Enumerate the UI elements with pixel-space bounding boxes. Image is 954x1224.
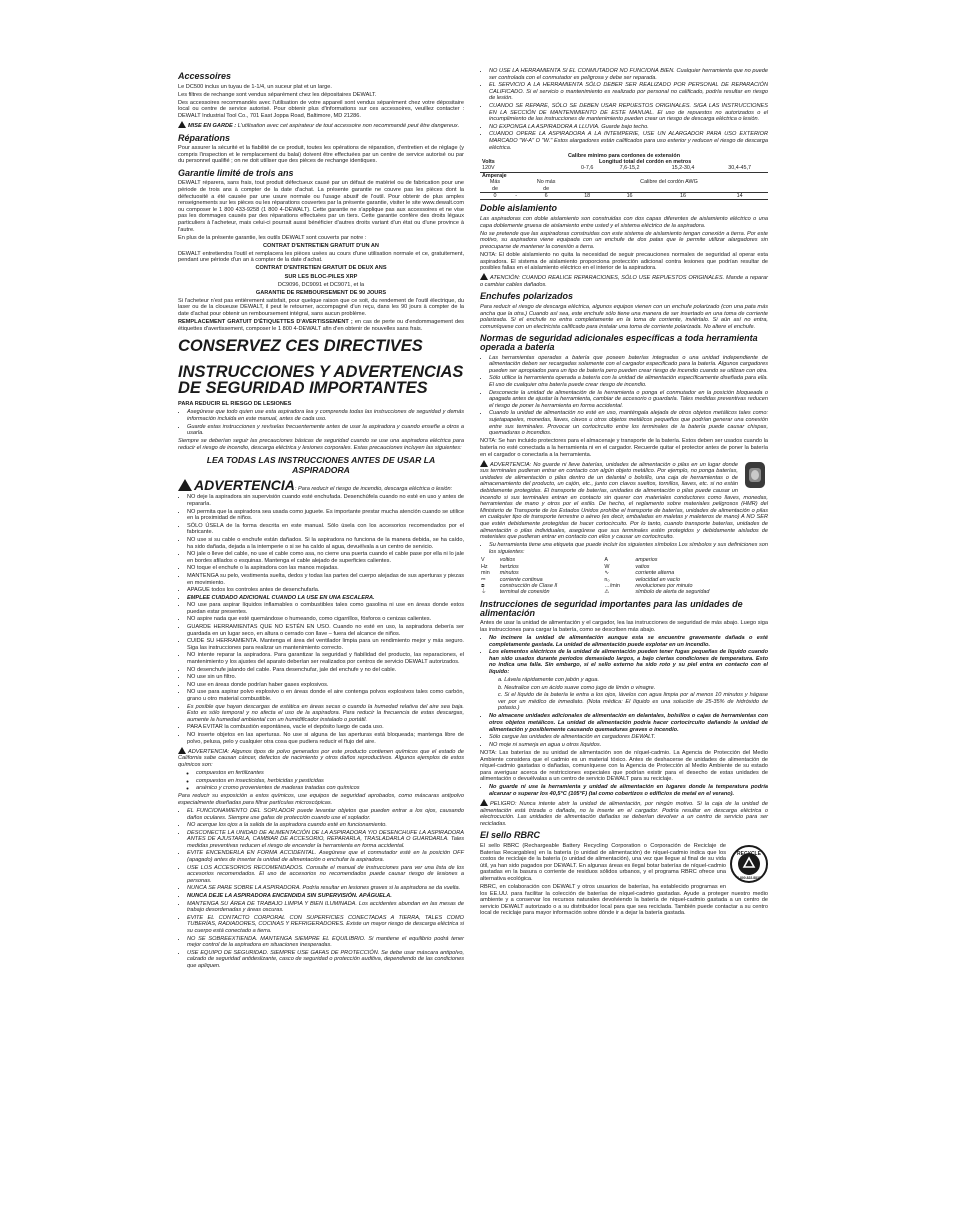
warning-triangle-icon — [480, 273, 488, 280]
doble-para-2: No se pretende que las aspiradoras construidas con este sistema de aislamiento tengan conexión a tierra. Por este motivo, su aspiradora viene equipada con un enchufe de dos patas que le permite utilizar alargadores sin preocuparse de mantener la conexión a tierra. — [480, 230, 768, 250]
pack-list-b — [480, 713, 768, 748]
left-column — [178, 68, 464, 971]
warning-item: • USE EQUIPO DE SEGURIDAD. SIEMPRE USE GAFAS DE PROTECCIÓN. Se debe usar máscara antipolvo, calzado de seguridad antideslizante, casco de seguridad o protección auditiva, dependiendo de las condiciones que apliquen. — [187, 950, 464, 970]
symbol-glyph: min — [481, 570, 490, 577]
battery-list — [480, 355, 768, 437]
cord-amperaje-label: Amperaje — [482, 172, 507, 179]
doble-heading: Doble aislamiento — [480, 203, 558, 214]
gar-para-1: DEWALT réparera, sans frais, tout produit défectueux causé par un défaut de matériel ou de fabrication pour une période de trois ans à compter de la date d'achat. La présente garantie ne couvre pas les pièces dont la défectuosité a été causée par une usure normale ou l'usage abusif de l'outil. Pour obtenir de plus amples renseignements sur les pièces ou les réparations couvertes par la présente garantie, visiter le site www.dewalt.com ou composer le 1 800 433-9258 (1 800 4-DEWALT). Cette garantie ne s'applique pas aux accessoires et ne vise pas les dommages causés par des réparations effectuées par un tiers. Cette garantie confère des droits légaux particuliers à l'acheteur, mais celui-ci pourrait aussi bénéficier d'autres droits variant d'un état ou d'une province à l'autre. — [178, 180, 464, 233]
warning-item: • NO EXPONGA LA ASPIRADORA A LLUVIA. Guarde bajo techo. — [489, 124, 768, 131]
seal-top-text: RECYCLE — [737, 850, 761, 857]
warning-item: • NO use para aspirar polvo explosivo o en áreas donde el aire contenga polvos explosivos tales como carbón, grano u otro material combustible. — [187, 689, 464, 702]
acc-para-2: Les filtres de rechange sont vendus séparément chez les dépositaires DEWALT. — [178, 91, 377, 98]
warning-item: • NO deje la aspiradora sin supervisión cuando esté enchufada. Desenchúfela cuando no esté en uso y antes de repararla. — [187, 494, 464, 507]
cord-gauge-cell: 14 — [711, 193, 768, 200]
chemicals-list — [178, 770, 464, 792]
warning-item: • EVITE ENCENDERLA EN FORMA ACCIDENTAL. Asegúrese que el conmutador esté en la posición OFF (apagado) antes de insertar la unidad de alimentación o enchufar la aspiradora. — [187, 850, 464, 863]
warning-list-1 — [178, 494, 464, 745]
battery-item: • Las herramientas operadas a batería que poseen baterías integradas o una unidad independiente de alimentación deben ser recargadas solamente con el cargador especificado para la batería. Algunos cargadores pueden ser apropiados para un tipo de batería pero pueden crear riesgo de incendio cuando se utilizan con otra. — [489, 355, 768, 375]
intro-item: • Guarde estas instrucciones y revíselas frecuentemente antes de usar la aspiradora y cuando enseñe a otros a usarla. — [187, 424, 464, 437]
right-column — [480, 68, 768, 919]
liquid-steps — [480, 677, 768, 712]
symbol-glyph: ⎓ — [481, 576, 486, 583]
pack-item: • No almacene unidades adicionales de alimentación en delantales, bolsillos o cajas de herramientas con otros objetos metálicos. La unidad de alimentación podría hacer cortocircuito dañando la unidad de alimentación y posiblemente causando quemaduras graves o incendio. — [489, 713, 768, 733]
cord-gauge-cell: 16 — [604, 193, 654, 200]
lea-todas-heading: LEA TODAS LAS INSTRUCCIONES ANTES DE USAR LA ASPIRADORA — [206, 455, 436, 475]
symbol-meaning: hertzios — [499, 563, 519, 570]
intro-item: • Asegúrese que todo quien use esta aspiradora lea y comprenda todas las instrucciones de seguridad y demás información incluida en este manual, antes de cada uso. — [187, 409, 464, 422]
gar-para-4: Si l'acheteur n'est pas entièrement satisfait, pour quelque raison que ce soit, du rendement de l'outil électrique, du laser ou de la cloueuse DEWALT, il peut le retourner, accompagné d'un reçu, dans les 90 jours à compter de la date d'achat pour obtenir un remboursement intégral, sans aucun problème. — [178, 297, 464, 318]
warning-list-2 — [178, 808, 464, 970]
symbol-glyph: ∿ — [604, 570, 609, 577]
doble-warning: ATENCIÓN: CUANDO REALICE REPARACIONES, SÓLO USE REPUESTOS ORIGINALES. Mande a reparar o cambiar cables dañados. — [480, 275, 768, 288]
advertencia-line: ADVERTENCIA: Para reducir el riesgo de incendio, descarga eléctrica o lesión: — [178, 479, 464, 493]
warning-item: • APAGUE todos los controles antes de desenchufarla. — [187, 587, 464, 594]
para-reducir: PARA REDUCIR EL RIESGO DE LESIONES — [178, 401, 292, 408]
main-title: INSTRUCCIONES Y ADVERTENCIAS DE SEGURIDAD IMPORTANTES — [178, 363, 464, 398]
symbol-meaning: voltios — [499, 557, 516, 564]
liquid-step: c. Si el líquido de la batería le entra a los ojos, lávelos con agua limpia por al menos 10 minutos y hágase ver por un médico de inmediato. (Nota médica: El líquido es una solución de 25-35% de hidróxido de potasio.) — [498, 692, 768, 712]
gar-contract-1: CONTRAT D'ENTRETIEN GRATUIT D'UN AN — [263, 242, 379, 249]
rep-para: Pour assurer la sécurité et la fiabilité de ce produit, toutes les opérations de réparation, d'entretien et de réglage (y compris l'inspection et le remplacement du balai) doivent être effectuées par un centre de service autorisé ou par du personnel qualifié ; on ne doit utiliser que des pièces de rechange identiques. — [178, 145, 464, 165]
advertencia-baterias: ADVERTENCIA: No guarde ni lleve baterías, unidades de alimentación o pilas en un lugar donde sus terminales pudieran entrar en contacto con algún objeto metálico. Por ejemplo, no ponga baterías, unidades de alimentación o pilas dentro de un delantal o bolsillo, una caja de herramientas o de almacenamiento del producto, un cajón, etc., junto con clavos sueltos, tornillos, llaves, etc. si no están debidamente protegidas. El transporte de baterías, unidades de alimentación o pilas puede causar un incendio si sus terminales entran en contacto sin querer con materiales conductores como llaves, monedas, herramientas de mano y otros por el estilo. De hecho, el reglamento sobre materiales peligrosos (HMR) del Ministerio de Transporte de los Estados Unidos prohíbe el transporte de baterías, unidades de alimentación o pilas en cualquier tipo de transporte terrestre o aéreo (es decir, embaladas en maletas y maleteros de mano) A NO SER que estén debidamente protegidas de hacer cortocircuito. Por lo tanto, cuando transporte baterías, unidades de alimentación o pilas individuales, asegúrese que sus terminales estén protegidos y debidamente aislados de materiales que pudieran entrar en contacto con ellos y causar un cortocircuito. — [480, 461, 768, 541]
chemical-item: ◦ arsénico y cromo provenientes de maderas tratadas con químicos — [196, 785, 464, 792]
battery-pack-icon — [742, 460, 768, 490]
cord-length-cell: 0-7,6 — [570, 165, 604, 172]
pack-item: • NO moje ni sumerja en agua u otros líquidos. — [489, 742, 768, 749]
warning-item: • PARA EVITAR la combustión espontánea, vacíe el depósito luego de cada uso. — [187, 724, 464, 731]
symbol-meaning: construcción de Clase II — [499, 583, 558, 590]
symbol-glyph: ⏚ — [481, 589, 487, 596]
chemical-item: ◦ compuestos en fertilizantes — [196, 770, 464, 777]
cord-length-cell: 7,6-15,2 — [604, 165, 654, 172]
symbol-meaning: amperios — [635, 557, 658, 564]
warning-item: • NO intente reparar la aspiradora. Para garantizar la seguridad y fiabilidad del producto, las reparaciones, el mantenimiento y los ajustes del aparato deberían ser realizados por centros de servicio DEWALT autorizados. — [187, 652, 464, 665]
warning-item: • GUARDE HERRAMIENTAS QUE NO ESTÉN EN USO. Cuando no esté en uso, la aspiradora debería ser guardada en un lugar seco, en altura o cerrado con llave – fuera del alcance de niños. — [187, 624, 464, 637]
pack-list-c — [480, 784, 768, 797]
enchufes-para: Para reducir el riesgo de descarga eléctrica, algunos equipos vienen con un enchufe polarizado (con una pata más ancha que la otra.) Cuando así sea, este enchufe sólo tiene una manera de ser insertado en una toma de corriente polarizada. Si el enchufe no entra completamente en la toma de corriente, inviértalo. Si aún así no entra, comuníquese con un electricista calificado para instalar una toma de corriente polarizada. No altere el enchufe. — [480, 303, 768, 330]
cord-mas: Más — [489, 179, 501, 186]
gar-contract-2b: SUR LES BLOC-PILES XRP — [284, 273, 358, 280]
advertencia-california: ADVERTENCIA: Algunos tipos de polvo generados por este producto contienen químicos que el estado de California sabe causan cáncer, defectos de nacimiento y otros daños reproductivos. Algunos ejemplos de estos químicos son: — [178, 748, 464, 768]
warning-item: • NO use en áreas donde podrían haber gases explosivos. — [187, 682, 464, 689]
accessoires-heading: Accessoires — [178, 71, 232, 81]
gar-contract-2c: DC9096, DC9091 et DC9071, et la — [277, 281, 365, 288]
pack-list-a — [480, 635, 768, 676]
warning-item: • DESCONECTE LA UNIDAD DE ALIMENTACIÓN DE LA ASPIRADORA Y/O DESENCHUFE LA ASPIRADORA ANTES DE AJUSTARLA, CAMBIAR DE ACCESORIO, REPARARLA, TRASLADARLA O GUARDARLA. Tales medidas preventivas reducen el riesgo de encender la herramienta en forma accidental. — [187, 830, 464, 850]
inst-para: Antes de usar la unidad de alimentación y el cargador, lea las instrucciones de seguridad de más abajo. Luego siga las instrucciones para cargar la batería, como se describen más abajo. — [480, 620, 768, 633]
cord-length-cell: 30,4-45,7 — [711, 165, 768, 172]
symbol-glyph: ⧈ — [481, 583, 485, 590]
warning-item: • SÓLO ÚSELA de la forma descrita en este manual. Sólo úsela con los accesorios recomendados por el fabricante. — [187, 523, 464, 536]
doble-para-1: Las aspiradoras con doble aislamiento son construidas con dos capas diferentes de aislamiento eléctrico o una capa doblemente gruesa de aislamiento entre usted y el sistema eléctrico de la aspiradora. — [480, 215, 768, 229]
cord-length-label: Longitud total del cordón en metros — [598, 159, 692, 166]
cord-de-2: de — [522, 186, 570, 193]
cord-length-cell: 15,2-30,4 — [655, 165, 712, 172]
warning-item: • NO USE LA HERRAMIENTA SI EL CONMUTADOR NO FUNCIONA BIEN. Cualquier herramienta que no puede ser controlada con el conmutador es peligrosa y debe ser reparada. — [489, 68, 768, 81]
battery-item: • Sólo utilice la herramienta operada a batería con la unidad de alimentación específicamente diseñada para ella. El uso de cualquier otra batería puede crear riesgo de incendio. — [489, 375, 768, 388]
sello-para-2: RBRC, en colaboración con DEWALT y otros usuarios de baterías, ha establecido programas en los EE.UU. para facilitar la colección de baterías de níquel-cadmio gastadas. Ayude a proteger nuestro medio ambiente y a conservar los recursos naturales devolviendo la batería de níquel-cadmio gastada a un centro de servicio DEWALT autorizado o a su distribuidor local para que sea reciclada. También puede contactar a su centro local de reciclaje para mayor información sobre dónde ir a dejar la batería gastada. — [480, 884, 768, 917]
warning-item: • EL SERVICIO A LA HERRAMIENTA SÓLO DEBER SER REALIZADO POR PERSONAL DE REPARACIÓN CALIFICADO. Si el servicio o mantenimiento es realizado por personal no calificado, podría resultar en riesgo de lesión. — [489, 82, 768, 102]
warning-item: • NO inserte objetos en las aperturas. No use si alguna de las aperturas está bloqueada; mantenga libre de polvo, pelusa, pelo y cualquier otra cosa que pudiera reducir el flujo del aire. — [187, 732, 464, 745]
battery-item: • Cuando la unidad de alimentación no esté en uso, manténgala alejada de otros objetos metálicos tales como: sujetapapeles, monedas, llaves, clavos u otros objetos metálicos pequeños que podrían generar una conexión entre sus terminales. Provocar un cortocircuito entre los terminales de la batería puede causar chispas, quemaduras o incendios. — [489, 410, 768, 436]
warning-list-3 — [480, 68, 768, 151]
gar-para-2: En plus de la présente garantie, les outils DEWALT sont couverts par notre : — [178, 234, 367, 241]
sello-heading: El sello RBRC — [480, 830, 541, 841]
enchufes-heading: Enchufes polarizados — [480, 291, 574, 302]
symbols-intro: • Su herramienta tiene una etiqueta que puede incluir los siguientes símbolos Los símbolos y sus definiciones son los siguientes: — [489, 542, 768, 555]
reparations-heading: Réparations — [178, 132, 231, 143]
acc-para-3: Des accessoires recommandés avec l'utilisation de votre appareil sont vendus séparément chez votre dépositaire local ou centre de service autorisé. Pour obtenir plus d'informations sur ces accessoires, veuillez contacter : DEWALT Industrial Tool Co., 701 East Joppa Road, Baltimore, MD 21286. — [178, 99, 464, 119]
pack-item: • Los elementos eléctricos de la unidad de alimentación pueden tener fugas pequeñas de líquido cuando han sido usados durante períodos demasiado largos, a bajo ciertas condiciones de temperatura. Esto no indica una falla. Sin embargo, si el sello externo ha sido roto y su piel entra en contacto con el líquido: — [489, 649, 768, 675]
symbol-meaning: revoluciones por minuto — [635, 583, 693, 590]
inst-heading: Instrucciones de seguridad importantes para las unidades de alimentación — [480, 598, 743, 619]
warning-triangle-icon — [178, 121, 186, 128]
peligro-para: PELIGRO: Nunca intente abrir la unidad de alimentación, por ningún motivo. Si la caja de la unidad de alimentación está trizada o dañada, no la inserte en el cargador. Podría resultar en descarga eléctrica o electrocución. Las unidades de alimentación dañadas se deberían devolver a un centro de servicio para ser recicladas. — [480, 801, 768, 827]
warning-item: • CUANDO SE REPARE, SÓLO SE DEBEN USAR REPUESTOS ORIGINALES. SIGA LAS INSTRUCCIONES EN LA SECCIÓN DE MANTENIMIENTO DE ESTE MANUAL. El uso de repuestos no autorizados o el incumplimiento de las instrucciones de mantenimiento pueden crear un riesgo de descarga eléctrica o lesión. — [489, 103, 768, 123]
garantie-heading: Garantie limité de trois ans — [178, 167, 294, 178]
pack-item: • No guarde ni use la herramienta y unidad de alimentación en lugares donde la temperatura podría alcanzar o superar los 40,5°C (105°F) (tal como cobertizos o edificios de metal en el verano). — [489, 784, 768, 797]
doble-para-3: NOTA: El doble aislamiento no quita la necesidad de seguir precauciones normales de seguridad al operar esta aspiradora. El sistema de aislamiento proporciona protección adicional contra lesiones que podrían resultar de posibles fallas en el aislamiento eléctrico en el interior de la aspiradora. — [480, 251, 768, 272]
cord-nomas: No más — [536, 179, 556, 186]
cord-amp-dash: - — [510, 193, 522, 200]
warning-item: • NO toque el enchufe o la aspiradora con las manos mojadas. — [187, 565, 464, 572]
warning-item: • NO use para aspirar líquidos inflamables o combustibles tales como gasolina ni use en áreas donde estos puedan estar presentes. — [187, 602, 464, 615]
warning-item: • CUANDO OPERE LA ASPIRADORA A LA INTEMPERIE, USE UN ALARGADOR PARA USO EXTERIOR MARCADO "W-A" O "W." Estos alargadores están calificados para uso exterior y reducen el riesgo de descarga eléctrica. — [489, 131, 768, 151]
chem-para: Para reducir su exposición a estos químicos, use equipos de seguridad aprobados, como máscaras antipolvo especialmente diseñadas para filtrar partículas microscópicas. — [178, 793, 464, 806]
warning-triangle-icon — [178, 747, 186, 754]
sello-para-1: RECYCLE 1.800.822.8837 El sello RBRC (Rechargeable Battery Recycling Corporation o Corporación de Reciclaje de Baterías Recargables) en la batería (o unidad de alimentación) de níquel-cadmio indica que los costos de reciclaje de la batería (o unidad de alimentación), una vez que llegue al final de su vida útil, ya han sido pagados por DEWALT. En algunas áreas es ilegal botar baterías de níquel-cadmio gastadas en la basura o corriente de residuos sólidos urbanos, y el programa RBRC ofrece una alternativa ecológica. — [480, 843, 768, 883]
warning-item: • EMPLEE CUIDADO ADICIONAL CUANDO LA USE EN UNA ESCALERA. — [187, 595, 464, 602]
warning-item: • NO permita que la aspiradora sea usada como juguete. Es importante prestar mucha atención cuando se utilice en la proximidad de niños. — [187, 509, 464, 522]
cord-gauge-cell: 16 — [655, 193, 712, 200]
cord-amp-max: 6 — [522, 193, 570, 200]
symbol-meaning: corriente continua — [499, 576, 543, 583]
warning-triangle-icon — [178, 479, 192, 491]
liquid-step: a. Lávela rápidamente con jabón y agua. — [498, 677, 600, 683]
warning-triangle-icon — [480, 799, 488, 806]
symbol-glyph: A — [604, 557, 609, 564]
warning-item: • NUNCA SE PARE SOBRE LA ASPIRADORA. Podría resultar en lesiones graves si la aspiradora se da vuelta. — [187, 885, 464, 892]
pack-item: • No incinere la unidad de alimentación aunque esta se encuentre gravemente dañada o esté completamente gastada. La unidad de alimentación puede explotar en un incendio. — [489, 635, 768, 648]
symbol-glyph: Hz — [481, 563, 488, 570]
symbols-table — [480, 557, 768, 595]
cord-awg-label: Calibre del cordón AWG — [640, 179, 698, 186]
warning-item: • EL FUNCIONAMIENTO DEL SOPLADOR puede levantar objetos que pueden entrar a los ojos, causando daños oculares. Siempre use gafas de protección cuando use el soplador. — [187, 808, 464, 821]
cord-de-1: de — [480, 186, 510, 193]
symbol-meaning: corriente alterna — [635, 570, 675, 577]
symbol-meaning: vatios — [635, 563, 650, 570]
symbol-row — [480, 589, 768, 595]
warning-item: • NO use sin un filtro. — [187, 674, 464, 681]
extension-cord-table — [480, 153, 768, 201]
warning-item: • NO desenchufe jalando del cable. Para desenchufar, jale del enchufe y no del cable. — [187, 667, 464, 674]
warning-item: • NUNCA DEJE LA ASPIRADORA ENCENDIDA SIN SUPERVISIÓN. APÁGUELA. — [187, 893, 464, 900]
symbol-glyph: …/min — [604, 583, 620, 590]
symbol-glyph: V — [481, 557, 485, 564]
cord-amp-min: 0 — [480, 193, 510, 200]
pack-item: • Sólo cargue las unidades de alimentación en cargadores DEWALT. — [489, 734, 768, 741]
nota-protectores: NOTA: Se han incluido protectores para el almacenaje y transporte de la batería. Estos deben ser usados cuando la batería no esté conectada a la herramienta ni en el cargador. Recuerde quitar el protector antes de poner la batería en el cargador o conectarla a la herramienta. — [480, 438, 768, 458]
symbol-glyph: n₀ — [604, 576, 610, 583]
cord-voltage: 120V — [480, 165, 570, 172]
nota-niquel: NOTA: Las baterías de su unidad de alimentación son de níquel-cadmio. La Agencia de Protección del Medio Ambiente considera que el cadmio es un material tóxico. Antes de deshacerse de unidades de alimentación de níquel-cadmio gastadas o dañadas, comuníquese con la Agencia de Protección al Medio Ambiente de su estado para averiguar acerca de restricciones especiales que podrían existir para el desecho de estas unidades de alimentación o devuélvalas a un centro de servicio DEWALT para su reciclaje. — [480, 749, 768, 783]
warning-item: • CUIDE SU HERRAMIENTA. Mantenga el área del ventilador limpia para un rendimiento mejor y más seguro. Siga las instrucciones para realizar un mantenimiento correcto. — [187, 638, 464, 651]
symbol-meaning: terminal de conexión — [499, 589, 550, 596]
rbrc-recycle-seal-icon — [730, 845, 768, 883]
warning-item: • NO aspire nada que esté quemándose o humeando, como cigarrillos, fósforos o cenizas calientes. — [187, 616, 464, 623]
warning-item: • MANTENGA su pelo, vestimenta suelta, dedos y todas las partes del cuerpo alejadas de sus aperturas y piezas en movimiento. — [187, 573, 464, 586]
gar-contract-3: GARANTIE DE REMBOURSEMENT DE 90 JOURS — [255, 289, 387, 296]
symbols-intro-list — [480, 542, 768, 555]
intro-list — [178, 409, 464, 436]
intro-para: Siempre se deberían seguir las precauciones básicas de seguridad cuando se use una aspiradora eléctrica para reducir el riesgo de incendio, descarga eléctrica y lesiones corporales. Estas precauciones incluyen las siguientes: — [178, 438, 464, 451]
gar-contract-2: CONTRAT D'ENTRETIEN GRATUIT DE DEUX ANS — [255, 265, 387, 272]
warning-triangle-icon — [480, 460, 488, 467]
symbol-meaning: minutos — [499, 570, 519, 577]
symbol-glyph: ⚠ — [604, 589, 610, 596]
liquid-step: b. Neutralice con un ácido suave como jugo de limón o vinagre. — [498, 684, 656, 691]
gar-para-3: DEWALT entretiendra l'outil et remplacera les pièces usées au cours d'une utilisation normale et ce, gratuitement, pendant une période d'un an à compter de la date d'achat. — [178, 250, 464, 264]
warning-item: • NO jale o lleve del cable, no use el cable como asa, no cierre una puerta cuando el cable pase por ella ni lo jale en bordes afilados o esquinas. Mantenga el cable alejado de superficies calientes. — [187, 551, 464, 564]
cord-caption: Calibre mínimo para cordones de extensión — [567, 152, 681, 159]
warning-item: • NO use si su cable o enchufe están dañados. Si la aspiradora no funciona de la manera debida, se ha caído, ha sido dañada, dejada a la intemperie o si se ha caído al agua, devuélvala a un centro de servicio. — [187, 537, 464, 550]
warning-item: • Es posible que hayan descargas de estática en áreas secas o cuando la humedad relativa del aire sea baja. Esto es sólo temporal y no afecta el uso de la aspiradora. Para reducir la frecuencia de estas descargas, aumente la humedad ambiental con un humidificador instalado o portátil. — [187, 704, 464, 724]
gar-para-5: REMPLACEMENT GRATUIT D'ÉTIQUETTES D'AVERTISSEMENT ; en cas de perte ou d'endommagement des étiquettes d'avertissement, composer le 1 800 4-DEWALT afin d'en obtenir de nouvelles sans frais. — [178, 319, 464, 332]
warning-item: • NO SE SOBREEXTIENDA. MANTENGA SIEMPRE EL EQUILIBRIO. Si mantiene el equilibrio podrá tener mejor control de la aspiradora en situaciones inesperadas. — [187, 936, 464, 949]
acc-para-1: Le DC500 inclus un tuyau de 1-1/4, un suceur plat et un large. — [178, 83, 332, 90]
warning-item: • MANTENGA SU ÁREA DE TRABAJO LIMPIA Y BIEN ILUMINADA. Los accidentes abundan en las mesas de trabajo desordenadas y áreas oscuras. — [187, 901, 464, 914]
warning-item: • NO acerque los ojos a la salida de la aspiradora cuando esté en funcionamiento. — [187, 822, 464, 829]
symbol-glyph: W — [604, 563, 610, 570]
cord-volts-label: Volts — [482, 159, 495, 166]
cord-gauge-cell: 18 — [570, 193, 604, 200]
acc-warning: MISE EN GARDE : L'utilisation avec cet aspirateur de tout accessoire non recommandé peut être dangereux. — [178, 121, 464, 130]
chemical-item: ◦ compuestos en insecticidas, herbicidas y pesticidas — [196, 778, 464, 785]
battery-item: • Desconecte la unidad de alimentación de la herramienta o ponga el conmutador en la posición bloqueada o apagada antes de ajustar la herramienta, cambiar de accesorio o guardarla. Tales medidas preventivas reducen el riesgo de poner la herramienta en forma accidental. — [489, 390, 768, 410]
warning-item: • EVITE EL CONTACTO CORPORAL CON SUPERFICIES CONECTADAS A TIERRA, TALES COMO TUBERÍAS, RADIADORES, COCINAS Y REFRIGERADORES. Existe un mayor riesgo de descarga eléctrica si su cuerpo está conectado a tierra. — [187, 915, 464, 935]
normas-heading: Normas de seguridad adicionales específicas a toda herramienta operada a batería — [480, 333, 758, 353]
conservez-heading: CONSERVEZ CES DIRECTIVES — [178, 337, 423, 356]
warning-item: • USE LOS ACCESORIOS RECOMENDADOS. Consulte el manual de instrucciones para ver una lista de los accesorios recomendados. El uso de accesorios no recomendados puede causar riesgo de lesiones a personas. — [187, 865, 464, 885]
symbol-meaning: velocidad en vacío — [635, 576, 680, 583]
symbol-meaning: símbolo de alerta de seguridad — [635, 589, 710, 596]
seal-phone-text: 1.800.822.8837 — [737, 875, 761, 880]
